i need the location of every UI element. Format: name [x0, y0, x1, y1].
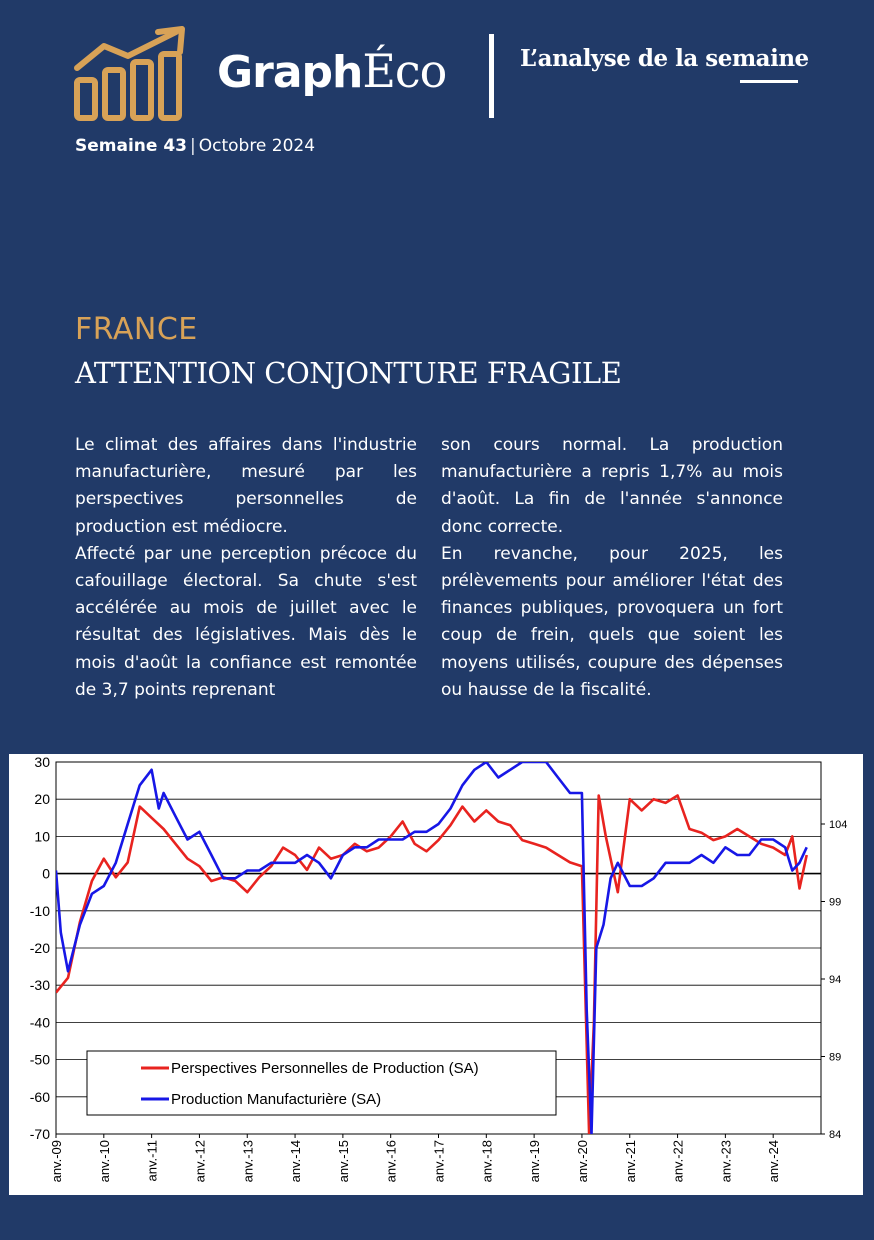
y-left-tick-label: -70 — [29, 1126, 50, 1142]
y-left-tick-label: -10 — [29, 902, 50, 919]
y-right-tick-label: 104 — [829, 819, 848, 831]
y-right-tick-label: 84 — [829, 1129, 842, 1141]
x-tick-label: anv.-15 — [335, 1140, 351, 1183]
x-tick-label: anv.-19 — [527, 1140, 543, 1183]
tagline-underline — [740, 80, 798, 83]
x-tick-label: anv.-14 — [288, 1140, 304, 1183]
paragraph: son cours normal. La production manufacturière a repris 1,7% au mois d'août. La fin de l'année s'annonce donc correcte. — [441, 435, 783, 537]
x-tick-label: anv.-24 — [766, 1140, 782, 1183]
article-column-left — [75, 432, 417, 704]
paragraph: En revanche, pour 2025, les prélèvements pour améliorer l'état des finances publiques, provoquera un fort coup de frein, quels que soient les moyens utilisés, coupure des dépenses ou hausse de la fiscalité. — [441, 543, 783, 700]
y-left-tick-label: 30 — [34, 754, 50, 770]
tagline: L’analyse de la semaine — [520, 45, 809, 72]
y-left-tick-label: -20 — [29, 940, 50, 956]
chart-container — [9, 754, 863, 1195]
y-left-tick-label: -40 — [29, 1014, 50, 1031]
y-right-tick-label: 99 — [829, 896, 842, 909]
x-tick-label: anv.-11 — [144, 1140, 160, 1182]
y-left-tick-label: -30 — [29, 977, 50, 994]
x-tick-label: anv.-20 — [574, 1140, 590, 1183]
y-left-tick-label: 10 — [34, 828, 50, 845]
x-tick-label: anv.-09 — [49, 1140, 64, 1183]
bar-chart-rising-arrow-icon — [72, 26, 188, 124]
x-tick-label: anv.-23 — [718, 1140, 734, 1183]
y-left-tick-label: 0 — [42, 865, 50, 882]
week-date: Octobre 2024 — [198, 136, 316, 156]
brand-logo — [217, 44, 446, 114]
brand-part-1: Graph — [217, 47, 363, 98]
week-separator: | — [190, 136, 196, 156]
x-tick-label: anv.-17 — [431, 1140, 447, 1183]
article-headline: ATTENTION CONJONTURE FRAGILE — [75, 356, 622, 390]
x-tick-label: anv.-12 — [192, 1140, 208, 1183]
y-left-tick-label: -60 — [29, 1088, 50, 1105]
x-tick-label: anv.-13 — [240, 1140, 256, 1183]
legend-label: Production Manufacturière (SA) — [171, 1091, 382, 1108]
x-tick-label: anv.-22 — [670, 1140, 686, 1183]
line-chart — [9, 754, 863, 1195]
header-divider — [489, 34, 494, 118]
paragraph: Le climat des affaires dans l'industrie manufacturière, mesuré par les perspectives personnelles de production est médiocre. — [75, 435, 417, 537]
y-left-tick-label: 20 — [34, 791, 50, 808]
y-right-tick-label: 94 — [829, 974, 842, 986]
issue-date — [75, 136, 315, 156]
y-left-tick-label: -50 — [29, 1051, 50, 1068]
x-tick-label: anv.-18 — [479, 1140, 495, 1183]
article-column-right — [441, 432, 783, 704]
week-label: Semaine 43 — [75, 136, 187, 156]
brand-part-2: Éco — [362, 44, 447, 98]
article-kicker: FRANCE — [75, 312, 198, 347]
x-tick-label: anv.-16 — [383, 1140, 399, 1183]
x-tick-label: anv.-10 — [96, 1140, 112, 1183]
x-tick-label: anv.-21 — [622, 1140, 638, 1183]
legend-label: Perspectives Personnelles de Production (SA) — [171, 1060, 479, 1077]
paragraph: Affecté par une perception précoce du cafouillage électoral. Sa chute s'est accélérée au mois de juillet avec le résultat des législatives. Mais dès le mois d'août la confiance est remontée de 3,7 points reprenant — [75, 543, 417, 700]
y-right-tick-label: 89 — [829, 1051, 842, 1064]
